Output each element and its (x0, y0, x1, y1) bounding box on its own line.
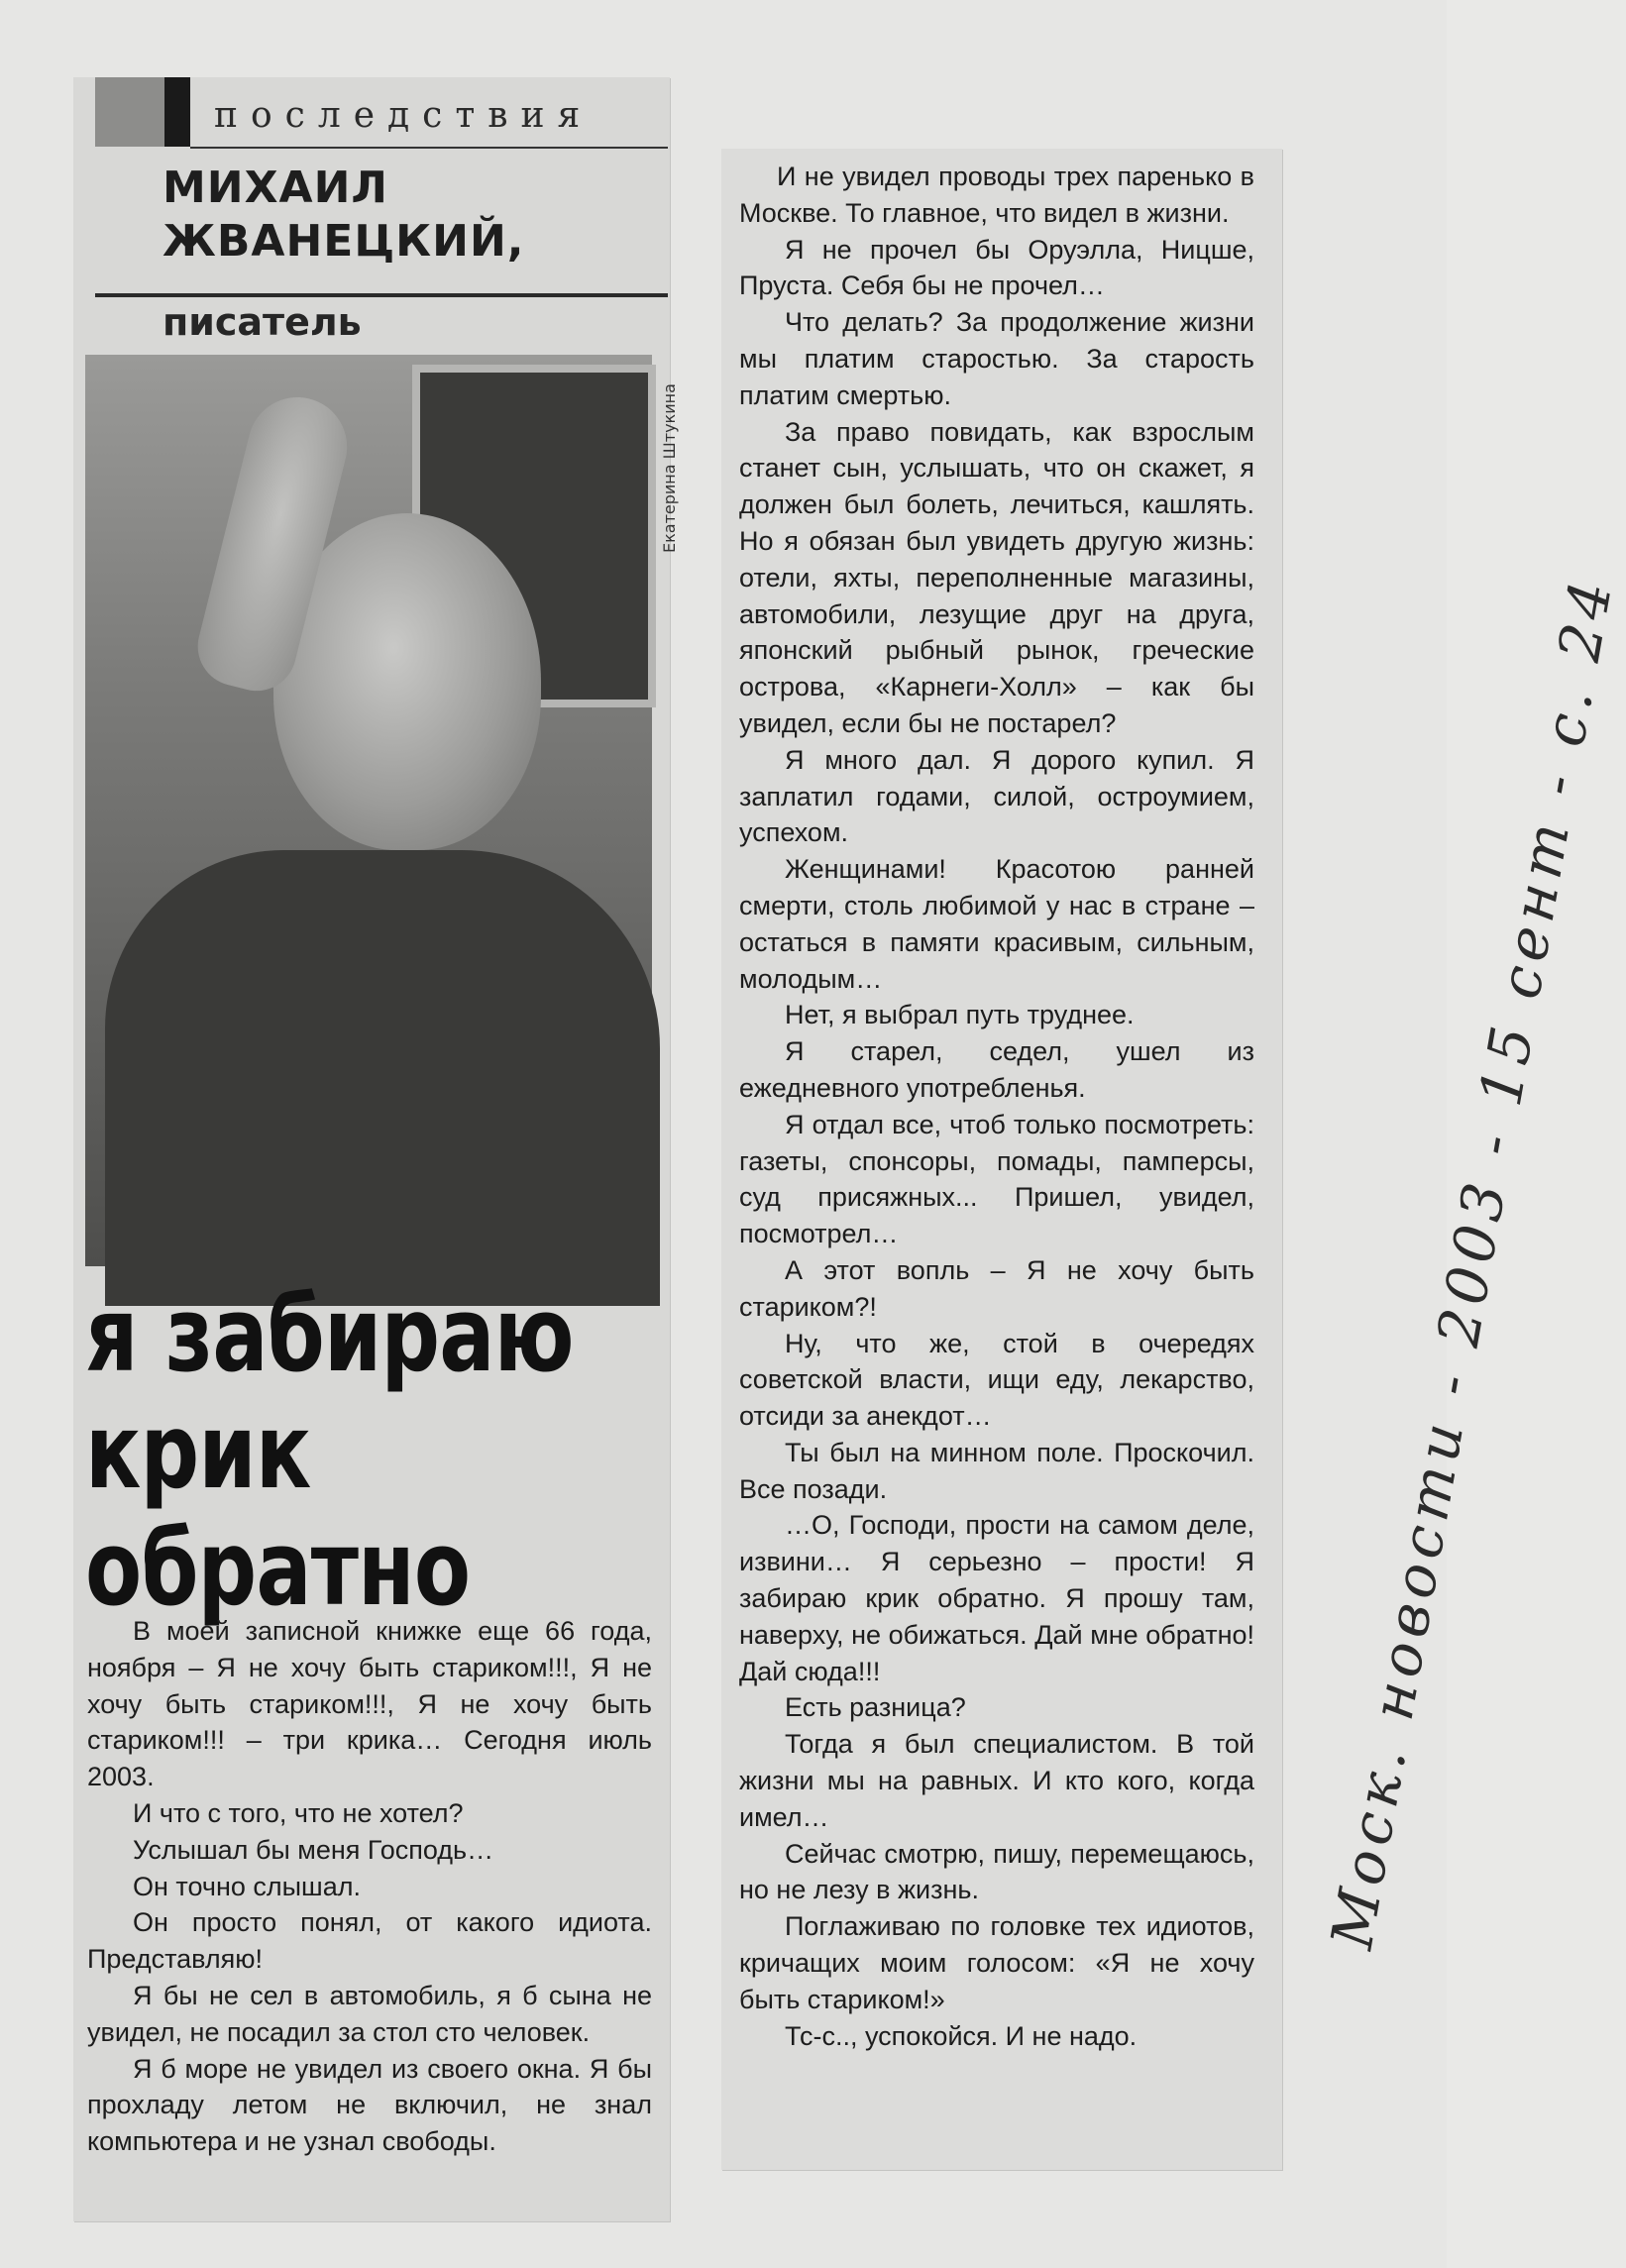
paragraph: И не увидел проводы трех паренько в Москве. То главное, что видел в жизни. (739, 162, 1254, 228)
paragraph: Я старел, седел, ушел из ежедневного употребленья. (739, 1036, 1254, 1103)
paragraph: Есть разница? (785, 1692, 966, 1723)
paragraph: Что делать? За продолжение жизни мы платим старостью. За старость платим смертью. (739, 307, 1254, 410)
rubric-rule (190, 147, 668, 149)
left-clipping (73, 77, 679, 2221)
author-name (163, 162, 579, 269)
headline (85, 1274, 574, 1629)
paragraph: Женщинами! Красотою ранней смерти, столь любимой у нас в стране – остаться в памяти красивым, сильным, молодым… (739, 854, 1254, 994)
rubric-black-block (164, 77, 190, 147)
paragraph: Поглаживаю по головке тех идиотов, кричащих моим голосом: «Я не хочу быть стариком!» (739, 1911, 1254, 2014)
headline-line: обратно (85, 1508, 471, 1629)
rubric-label: последствия (214, 95, 594, 136)
handwritten-source-note: Моск. новости - 2003 - 15 сент - с. 24 (1318, 570, 1626, 1954)
paragraph: В моей записной книжке еще 66 года, ноября – Я не хочу быть стариком!!!, Я не хочу быть стариком!!!, Я не хочу быть стариком!!! – три крика… Сегодня июль 2003. (87, 1616, 652, 1792)
rubric-gray-block (95, 77, 164, 147)
paragraph: Я бы не сел в автомобиль, я б сына не увидел, не посадил за стол сто человек. (87, 1980, 652, 2047)
paragraph: А этот вопль – Я не хочу быть стариком?! (739, 1254, 1254, 1322)
author-rule (95, 293, 668, 297)
paragraph: Я не прочел бы Оруэлла, Ницше, Пруста. Себя бы не прочел… (739, 234, 1254, 301)
paragraph: Нет, я выбрал путь труднее. (785, 1000, 1135, 1030)
paragraph: Сейчас смотрю, пишу, перемещаюсь, но не лезу в жизнь. (739, 1838, 1254, 1905)
paragraph: Ты был на минном поле. Проскочил. Все позади. (739, 1437, 1254, 1504)
paragraph: Я много дал. Я дорого купил. Я заплатил годами, силой, остроумием, успехом. (739, 744, 1254, 848)
photo-credit: Екатерина Штукина (660, 383, 679, 553)
paragraph: Услышал бы меня Господь… (133, 1834, 494, 1865)
headline-line: крик (85, 1391, 311, 1512)
photo-figure-body (105, 850, 660, 1306)
paragraph: …О, Господи, прости на самом деле, извини… Я серьезно – прости! Я забираю крик обратно. Я прошу там, наверху, не обижаться. Дай мне обратно! Дай сюда!!! (739, 1510, 1254, 1686)
author-photo (85, 355, 652, 1266)
paragraph: Тс-с.., успокойся. И не надо. (785, 2020, 1138, 2051)
rubric-bar (95, 77, 668, 147)
author-name-line2: ЖВАНЕЦКИЙ, (163, 216, 525, 267)
paragraph: Ну, что же, стой в очередях советской власти, ищи еду, лекарство, отсиди за анекдот… (739, 1328, 1254, 1432)
paragraph: Я б море не увидел из своего окна. Я бы прохладу летом не включил, не знал компьютера и не узнал свободы. (87, 2053, 652, 2157)
paragraph: И что с того, что не хотел? (133, 1797, 464, 1828)
paragraph: Он просто понял, от какого идиота. Представляю! (87, 1907, 652, 1975)
right-clipping (721, 149, 1282, 2170)
paragraph: Я отдал все, чтоб только посмотреть: газеты, спонсоры, помады, памперсы, суд присяжных... Пришел, увидел, посмотрел… (739, 1109, 1254, 1249)
article-column-right (739, 159, 1254, 2054)
author-name-line1: МИХАИЛ (163, 162, 388, 213)
paragraph: Тогда я был специалистом. В той жизни мы на равных. И кто кого, когда имел… (739, 1729, 1254, 1832)
paragraph: Он точно слышал. (133, 1871, 361, 1901)
author-role: писатель (163, 300, 362, 344)
paragraph: За право повидать, как взрослым станет сын, услышать, что он скажет, я должен был болеть, лечиться, кашлять. Но я обязан был увидеть другую жизнь: отели, яхты, переполненные магазины, автомобили, лезущие друг на друга, японский рыбный рынок, греческие острова, «Карнеги-Холл» – как бы увидел, если бы не постарел? (739, 416, 1254, 738)
headline-line: я забираю (85, 1274, 574, 1395)
article-column-left (87, 1613, 652, 2160)
